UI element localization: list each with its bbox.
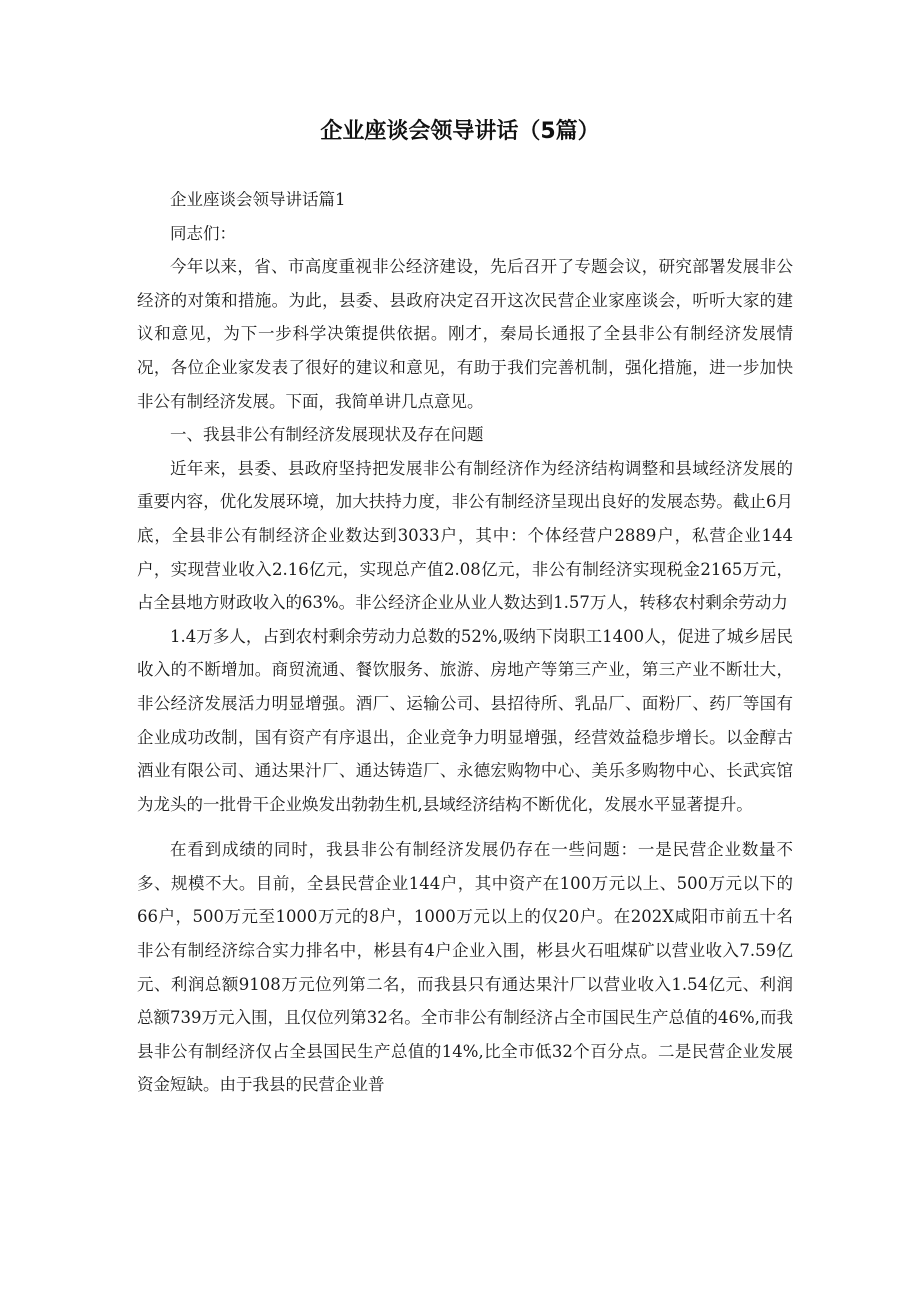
paragraph: 在看到成绩的同时，我县非公有制经济发展仍存在一些问题：一是民营企业数量不多、规模不大。目前，全县民营企业144户，其中资产在100万元以上、500万元以下的66户，500万元至1000万元的8户，1000万元以上的仅20户。在202X咸阳市前五十名非公有制经济综合实力排名中，彬县有4户企业入围，彬县火石咀煤矿以营业收入7.59亿元、利润总额9108万元位列第二名，而我县只有通达果汁厂以营业收入1.54亿元、利润总额739万元入围，且仅位列第32名。全市非公有制经济占全市国民生产总值的46%,而我县非公有制经济仅占全县国民生产总值的14%,比全市低32个百分点。二是民营企业发展资金短缺。由于我县的民营企业普 xyxy=(137,840,793,1095)
document-title: 企业座谈会领导讲话（5篇） xyxy=(320,119,600,144)
paragraph: 近年来，县委、县政府坚持把发展非公有制经济作为经济结构调整和县域经济发展的重要内容，优化发展环境，加大扶持力度，非公有制经济呈现出良好的发展态势。截止6月底，全县非公有制经济企业数达到3033户，其中：个体经营户2889户，私营企业144户，实现营业收入2.16亿元，实现总产值2.08亿元，非公有制经济实现税金2165万元，占全县地方财政收入的63%。非公经济企业从业人数达到1.57万人，转移农村剩余劳动力 xyxy=(137,458,793,613)
paragraph: 今年以来，省、市高度重视非公经济建设，先后召开了专题会议，研究部署发展非公经济的对策和措施。为此，县委、县政府决定召开这次民营企业家座谈会，听听大家的建议和意见，为下一步科学决策提供依据。刚才，秦局长通报了全县非公有制经济发展情况，各位企业家发表了很好的建议和意见，有助于我们完善机制，强化措施，进一步加快非公有制经济发展。下面，我简单讲几点意见。 xyxy=(137,257,793,411)
document-body xyxy=(137,183,793,1102)
paragraph: 1.4万多人，占到农村剩余劳动力总数的52%,吸纳下岗职工1400人，促进了城乡居民收入的不断增加。商贸流通、餐饮服务、旅游、房地产等第三产业，第三产业不断壮大，非公经济发展活力明显增强。酒厂、运输公司、县招待所、乳品厂、面粉厂、药厂等国有企业成功改制，国有资产有序退出，企业竞争力明显增强，经营效益稳步增长。以金醇古酒业有限公司、通达果汁厂、通达铸造厂、永德宏购物中心、美乐多购物中心、长武宾馆为龙头的一批骨干企业焕发出勃勃生机,县域经济结构不断优化，发展水平显著提升。 xyxy=(137,626,793,814)
subsection-heading: 一、我县非公有制经济发展现状及存在问题 xyxy=(170,425,484,445)
section-heading: 企业座谈会领导讲话篇1 xyxy=(170,190,346,209)
salutation: 同志们： xyxy=(170,223,236,243)
